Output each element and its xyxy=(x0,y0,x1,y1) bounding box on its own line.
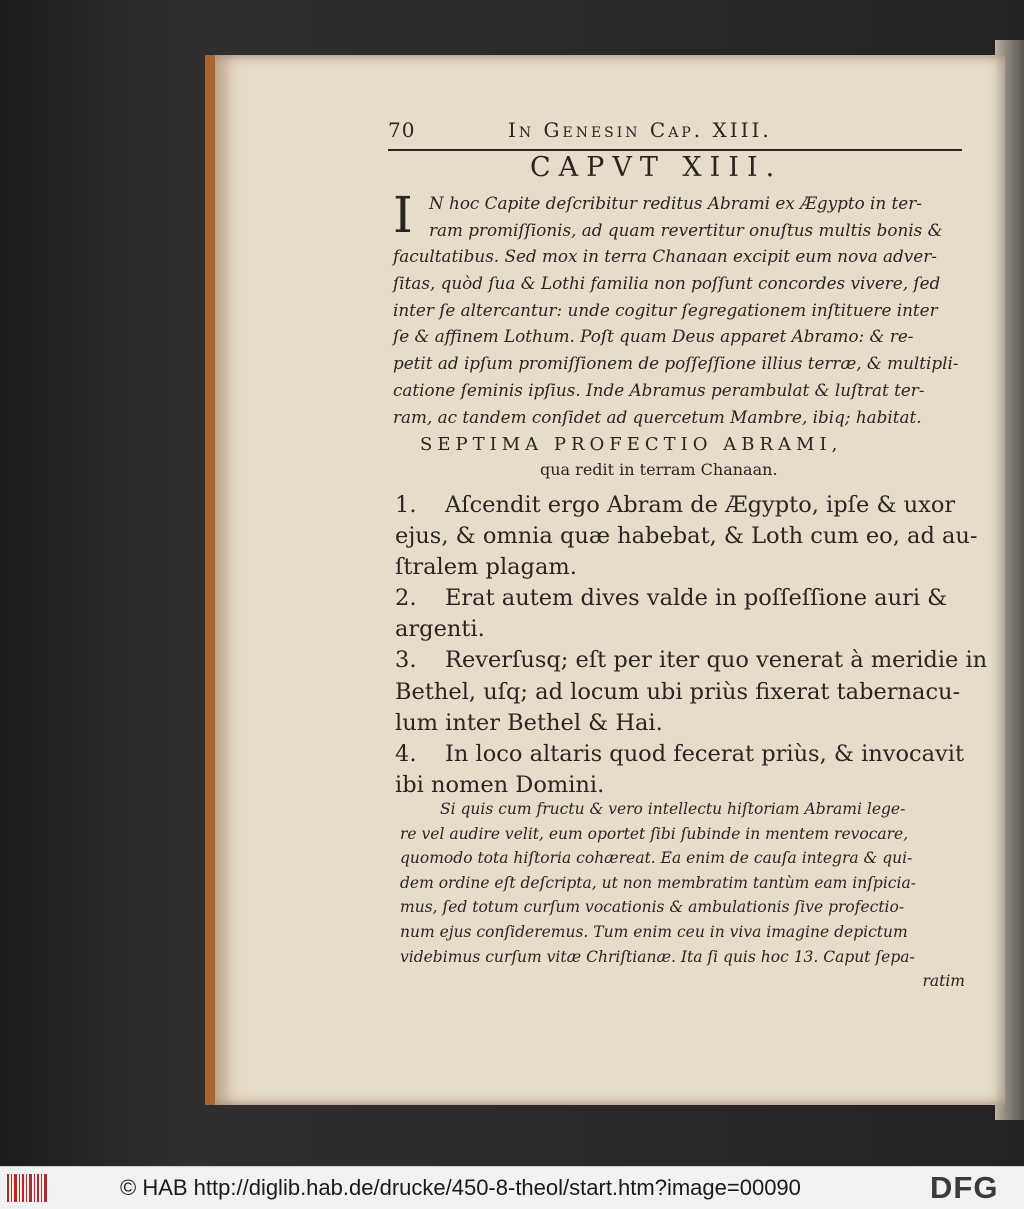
summary-line: catione ſeminis ipſius. Inde Abramus perambulat & luſtrat ter- xyxy=(393,379,925,400)
verse-line xyxy=(395,583,965,614)
running-head xyxy=(388,118,772,142)
verse-number: 4. xyxy=(395,740,417,767)
summary-line: ram, ac tandem conſidet ad quercetum Mambre, ibiq; habitat. xyxy=(393,406,922,427)
commentary-line: num ejus conſideremus. Tum enim ceu in viva imagine depictum xyxy=(400,922,908,941)
verse-line xyxy=(395,677,965,708)
verse-text: Erat autem dives valde in poſſeſſione auri & xyxy=(445,585,948,612)
verse-text: ibi nomen Domini. xyxy=(395,771,605,798)
section-heading: SEPTIMA PROFECTIO ABRAMI, xyxy=(420,434,843,455)
drop-cap: I xyxy=(393,186,413,244)
verse-text: Bethel, uſq; ad locum ubi priùs fixerat tabernacu- xyxy=(395,678,961,705)
verse-line xyxy=(395,521,978,552)
verse-line xyxy=(395,614,965,645)
commentary-line: dem ordine eſt deſcripta, ut non membratim tantùm eam inſpicia- xyxy=(400,873,916,892)
chapter-title: CAPVT XIII. xyxy=(530,152,783,183)
verse-line xyxy=(395,490,965,521)
citation-link[interactable]: © HAB http://diglib.hab.de/drucke/450-8-theol/start.htm?image=00090 xyxy=(120,1175,801,1200)
summary-line: ſe & affinem Lothum. Poſt quam Deus apparet Abramo: & re- xyxy=(393,326,914,347)
footer-bar xyxy=(0,1166,1024,1209)
verse-line xyxy=(395,645,988,676)
summary-line: ram promiſſionis, ad quam revertitur onuſtus multis bonis & xyxy=(429,219,943,240)
summary-line: inter ſe altercantur: unde cogitur ſegregationem inſtituere inter xyxy=(393,299,938,320)
dfg-logo[interactable]: DFG xyxy=(930,1170,999,1205)
section-subheading: qua redit in terram Chanaan. xyxy=(540,460,778,479)
verse-number: 2. xyxy=(395,585,417,612)
verse-text: argenti. xyxy=(395,616,485,643)
verse-line xyxy=(395,708,965,739)
verse-number: 1. xyxy=(395,492,417,518)
verse-line xyxy=(395,739,965,770)
commentary-line: quomodo tota hiſtoria cohæreat. Ea enim de cauſa integra & qui- xyxy=(400,849,913,868)
summary-line: N hoc Capite deſcribitur reditus Abrami ex Ægypto in ter- xyxy=(429,193,922,213)
commentary-line: mus, ſed totum curſum vocationis & ambulationis ſive profectio- xyxy=(400,898,905,917)
verse-text: ejus, & omnia quæ habebat, & Loth cum eo, ad au- xyxy=(395,523,978,550)
verses xyxy=(395,490,988,801)
verse-text: Aſcendit ergo Abram de Ægypto, ipſe & uxor xyxy=(445,492,956,518)
hab-barcode-logo-icon[interactable] xyxy=(6,1172,48,1204)
commentary-line: videbimus curſum vitæ Chriſtianæ. Ita ſi quis hoc 13. Caput ſepa- xyxy=(400,947,915,966)
commentary-line: Si quis cum fructu & vero intellectu hiſtoriam Abrami lege- xyxy=(440,800,906,818)
summary-line: petit ad ipſum promiſſionem de poſſeſſione illius terræ, & multipli- xyxy=(393,353,959,374)
summary-line: facultatibus. Sed mox in terra Chanaan excipit eum nova adver- xyxy=(393,246,937,267)
verse-line xyxy=(395,552,965,583)
running-title: In Genesin Cap. XIII. xyxy=(508,118,772,142)
verse-text: In loco altaris quod fecerat priùs, & invocavit xyxy=(445,740,964,767)
head-rule xyxy=(388,149,962,151)
catchword: ratim xyxy=(922,972,965,991)
summary-line: ſitas, quòd ſua & Lothi familia non poſſunt concordes vivere, ſed xyxy=(393,273,941,294)
verse-text: ſtralem plagam. xyxy=(395,554,577,581)
commentary xyxy=(400,797,965,994)
verse-text: Reverſusq; eſt per iter quo venerat à meridie in xyxy=(445,647,988,674)
verse-text: lum inter Bethel & Hai. xyxy=(395,709,663,736)
verse-number: 3. xyxy=(395,647,417,674)
page-number: 70 xyxy=(388,118,416,142)
chapter-summary xyxy=(393,186,963,430)
commentary-line: re vel audire velit, eum oportet ſibi ſubinde in mentem revocare, xyxy=(400,824,909,843)
